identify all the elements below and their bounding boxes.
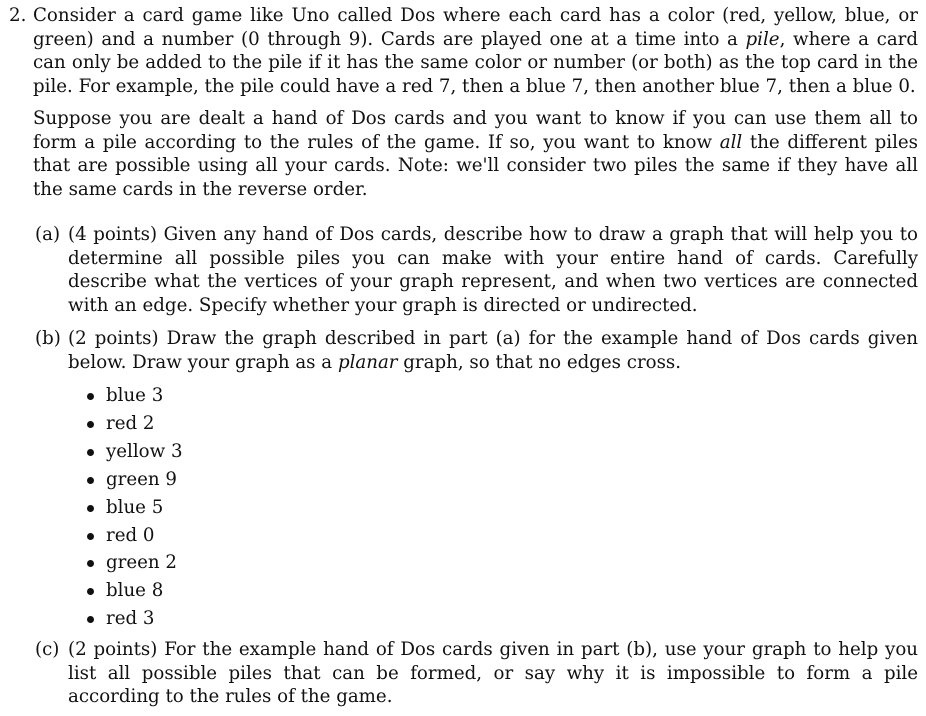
bullet-icon <box>87 477 94 484</box>
bullet-icon <box>87 588 94 595</box>
bullet-icon <box>87 560 94 567</box>
list-item <box>84 466 183 494</box>
part-c-text: (2 points) For the example hand of Dos cards given in part (b), use your graph to help you list all possible piles that can be formed, or say why it is impossible to form a pile according to the rules of the game. <box>68 639 918 707</box>
emphasis-planar: planar <box>337 351 398 373</box>
card-label: yellow 3 <box>106 440 183 462</box>
bullet-icon <box>87 505 94 512</box>
bullet-icon <box>87 449 94 456</box>
problem-intro: Consider a card game like Uno called Dos where each card has a color (red, yellow, blue, or green) and a number (0 through 9). Cards are played one at a time into a pile, where a card can only be added to the pile if it has the same color or number (or both) as the top card in the pile. For example, the pile could have a red 7, then a blue 7, then another blue 7, then a blue 0. <box>33 5 918 97</box>
card-label: red 2 <box>106 412 155 434</box>
bullet-icon <box>87 393 94 400</box>
problem-setup: Suppose you are dealt a hand of Dos cards and you want to know if you can use them all to form a pile according to the rules of the game. If so, you want to know all the different piles that are possible using all your cards. Note: we'll consider two piles the same if they have all the same cards in the reverse order. <box>33 108 918 200</box>
bullet-icon <box>87 421 94 428</box>
list-item <box>84 522 183 550</box>
term-pile: pile <box>745 28 780 50</box>
list-item <box>84 382 183 410</box>
list-item <box>84 494 183 522</box>
list-item <box>84 410 183 438</box>
bullet-icon <box>87 616 94 623</box>
list-item <box>84 605 183 633</box>
card-label: blue 5 <box>106 496 164 518</box>
list-item <box>84 549 183 577</box>
part-b-label: (b) <box>35 328 61 349</box>
part-b-text: (2 points) Draw the graph described in part (a) for the example hand of Dos cards given below. Draw your graph as a planar graph, so that no edges cross. <box>68 328 918 373</box>
card-label: green 9 <box>106 468 177 490</box>
emphasis-all: all <box>719 131 743 153</box>
problem-number: 2. <box>9 5 27 26</box>
card-label: red 3 <box>106 608 155 630</box>
card-list <box>84 382 183 633</box>
card-label: blue 3 <box>106 385 164 406</box>
list-item <box>84 438 183 466</box>
list-item <box>84 577 183 605</box>
card-label: red 0 <box>106 524 155 546</box>
part-a-label: (a) <box>35 224 61 245</box>
bullet-icon <box>87 533 94 540</box>
part-a-text: (4 points) Given any hand of Dos cards, describe how to draw a graph that will help you to determine all possible piles you can make with your entire hand of cards. Carefully describe what the vertices of your graph represent, and when two vertices are connected with an edge. Specify whether your graph is directed or undirected. <box>68 224 918 316</box>
card-label: green 2 <box>106 552 177 574</box>
card-label: blue 8 <box>106 580 164 602</box>
part-c-label: (c) <box>35 639 60 660</box>
